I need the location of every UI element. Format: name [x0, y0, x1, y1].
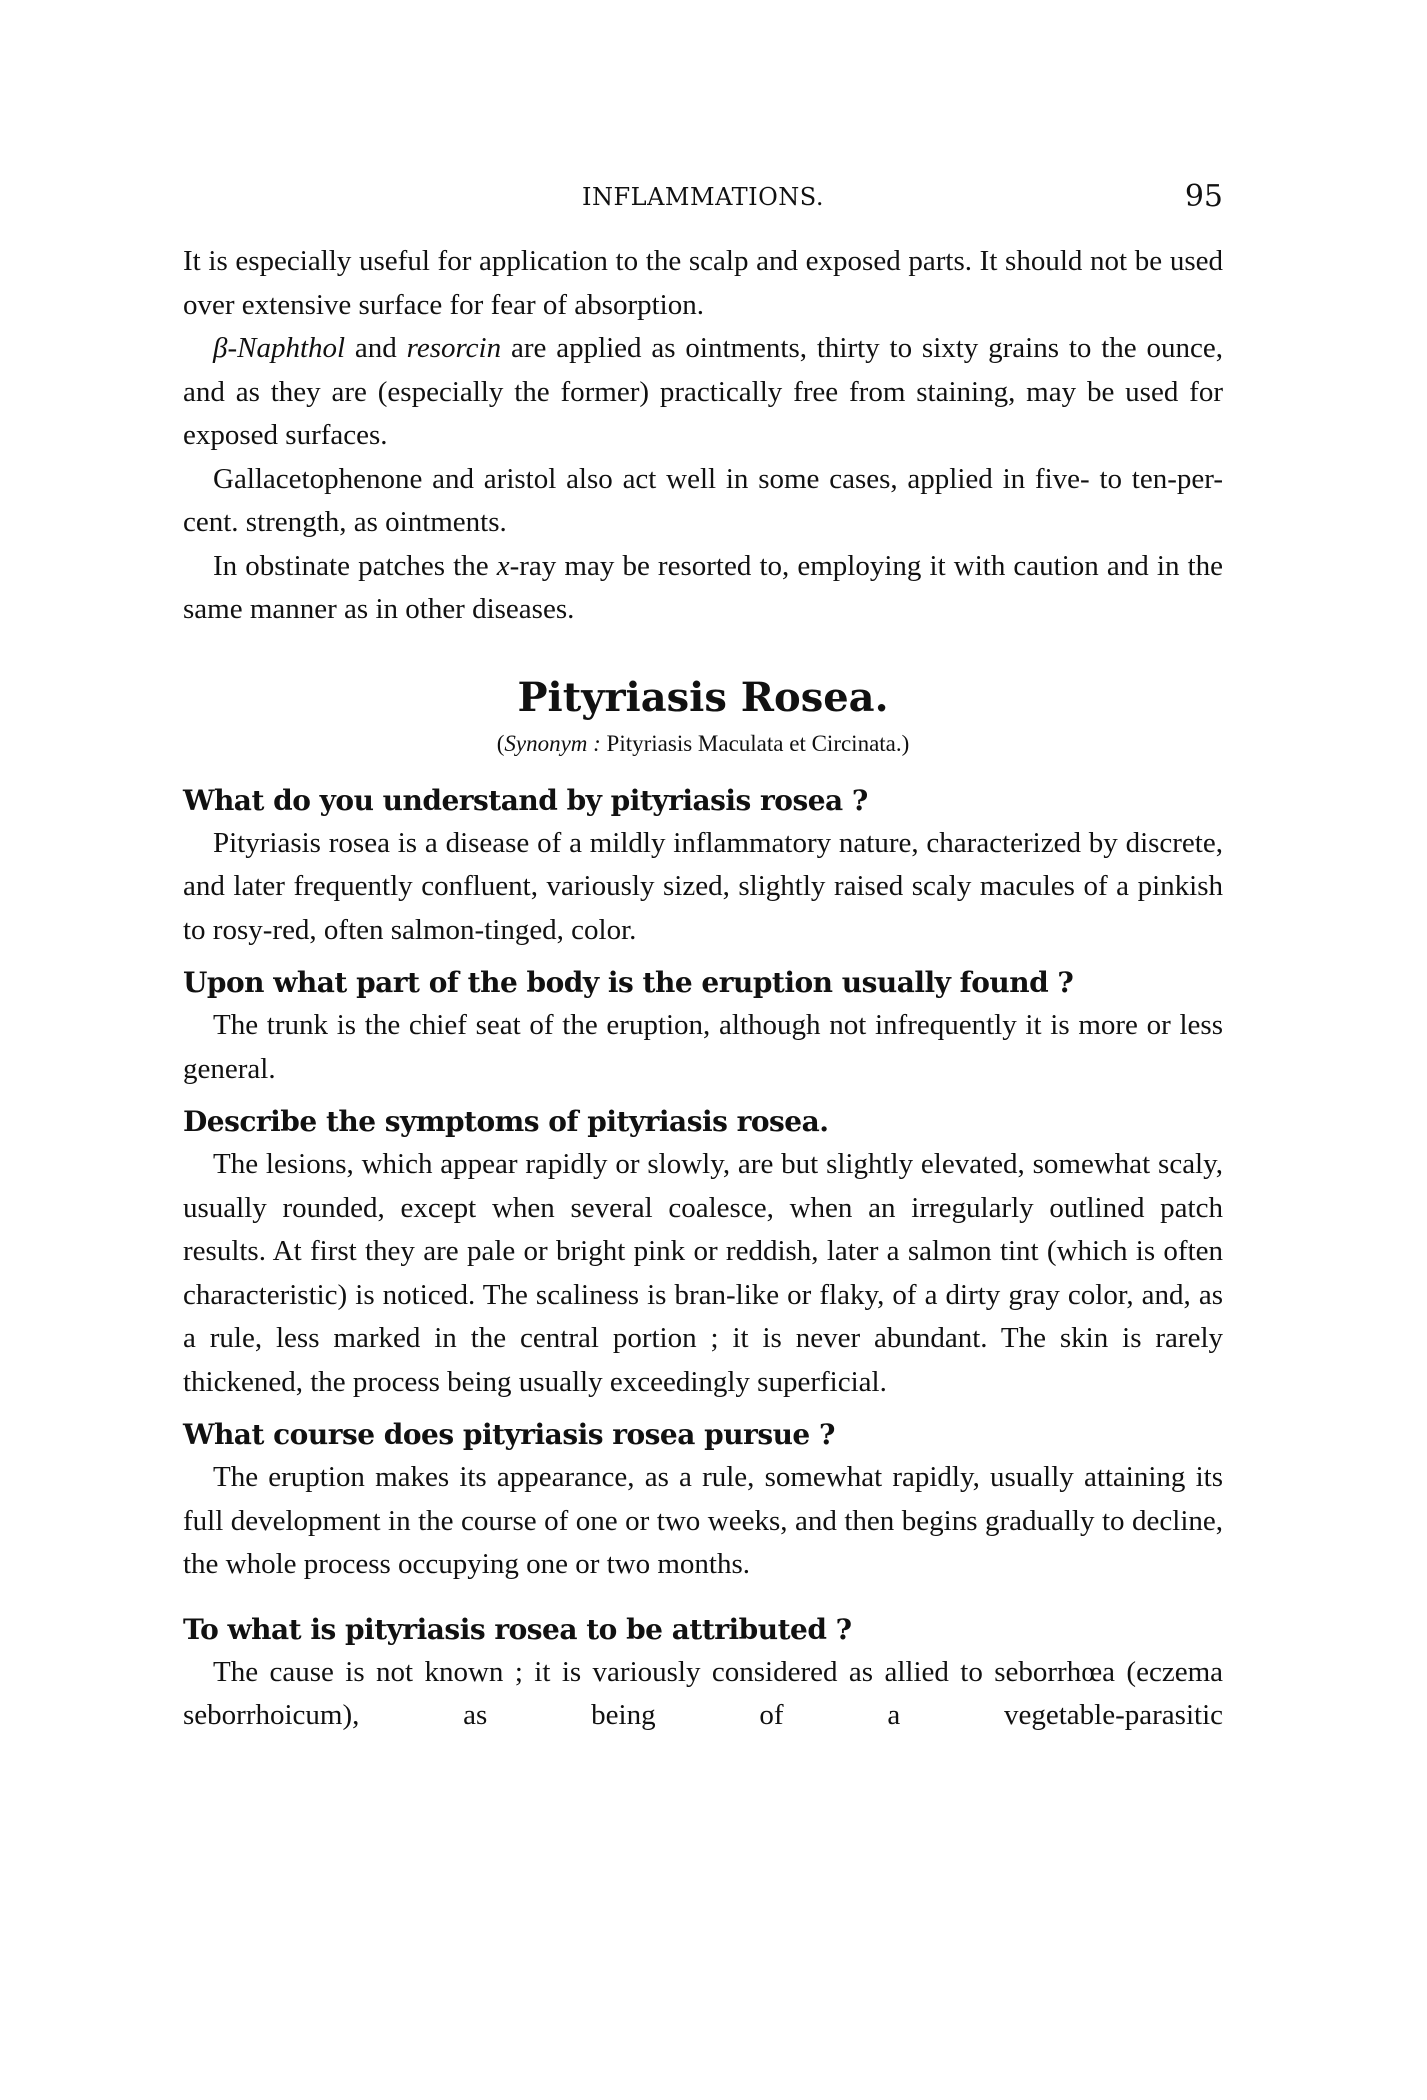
paragraph-naphthol: β-Naphthol and resorcin are applied as ointments, thirty to sixty grains to the ounce, and as they are (especially the former) practically free from staining, may be used for exposed surfaces. — [183, 332, 1224, 451]
question-heading: To what is pityriasis rosea to be attributed ? — [183, 1612, 852, 1646]
question-heading: What do you understand by pityriasis rosea ? — [183, 783, 868, 817]
section-title: Pityriasis Rosea. — [517, 673, 889, 721]
running-head — [183, 179, 1223, 223]
answer-paragraph: The lesions, which appear rapidly or slowly, are but slightly elevated, somewhat scaly, usually rounded, except when several coalesce, when an irregularly outlined patch results. At first they are pale or bright pink or reddish, later a salmon tint (which is often characteristic) is noticed. The scaliness is bran-like or flaky, of a dirty gray color, and, as a rule, less marked in the central portion ; it is never abundant. The skin is rarely thickened, the process being usually exceedingly superficial. — [183, 1148, 1223, 1398]
answer-paragraph: The cause is not known ; it is variously considered as allied to seborrhœa (eczema seborrhoicum), as being of a vegetable-parasitic — [183, 1655, 1223, 1731]
paragraph-gallacetophenone: Gallacetophenone and aristol also act well in some cases, applied in five- to ten-per-cent. strength, as ointments. — [183, 462, 1223, 538]
question-heading: Describe the symptoms of pityriasis rosea. — [183, 1105, 829, 1138]
running-title: INFLAMMATIONS. — [582, 183, 824, 211]
section-synonym: (Synonym : Pityriasis Maculata et Circinata.) — [496, 730, 910, 756]
question-heading: Upon what part of the body is the eruption usually found ? — [183, 966, 1074, 999]
page-body — [183, 240, 1223, 1738]
page-number: 95 — [1184, 179, 1223, 214]
answer-paragraph: Pityriasis rosea is a disease of a mildly inflammatory nature, characterized by discrete, and later frequently confluent, variously sized, slightly raised scaly macules of a pinkish to rosy-red, often salmon-tinged, color. — [183, 826, 1223, 946]
term-resorcin: resorcin — [406, 332, 502, 364]
paragraph-scalp-use: It is especially useful for application to the scalp and exposed parts. It should not be used over extensive surface for fear of absorption. — [183, 245, 1223, 321]
paragraph-xray: In obstinate patches the x-ray may be resorted to, employing it with caution and in the same manner as in other diseases. — [183, 549, 1224, 625]
question-heading: What course does pityriasis rosea pursue ? — [183, 1418, 835, 1451]
term-naphthol: β-Naphthol — [213, 332, 346, 364]
term-x: x — [496, 549, 510, 582]
answer-paragraph: The eruption makes its appearance, as a rule, somewhat rapidly, usually attaining its full development in the course of one or two weeks, and then begins gradually to decline, the whole process occupying one or two months. — [183, 1461, 1223, 1580]
answer-paragraph: The trunk is the chief seat of the eruption, although not infrequently it is more or less general. — [183, 1009, 1223, 1085]
synonym-label: Synonym : — [504, 730, 601, 756]
